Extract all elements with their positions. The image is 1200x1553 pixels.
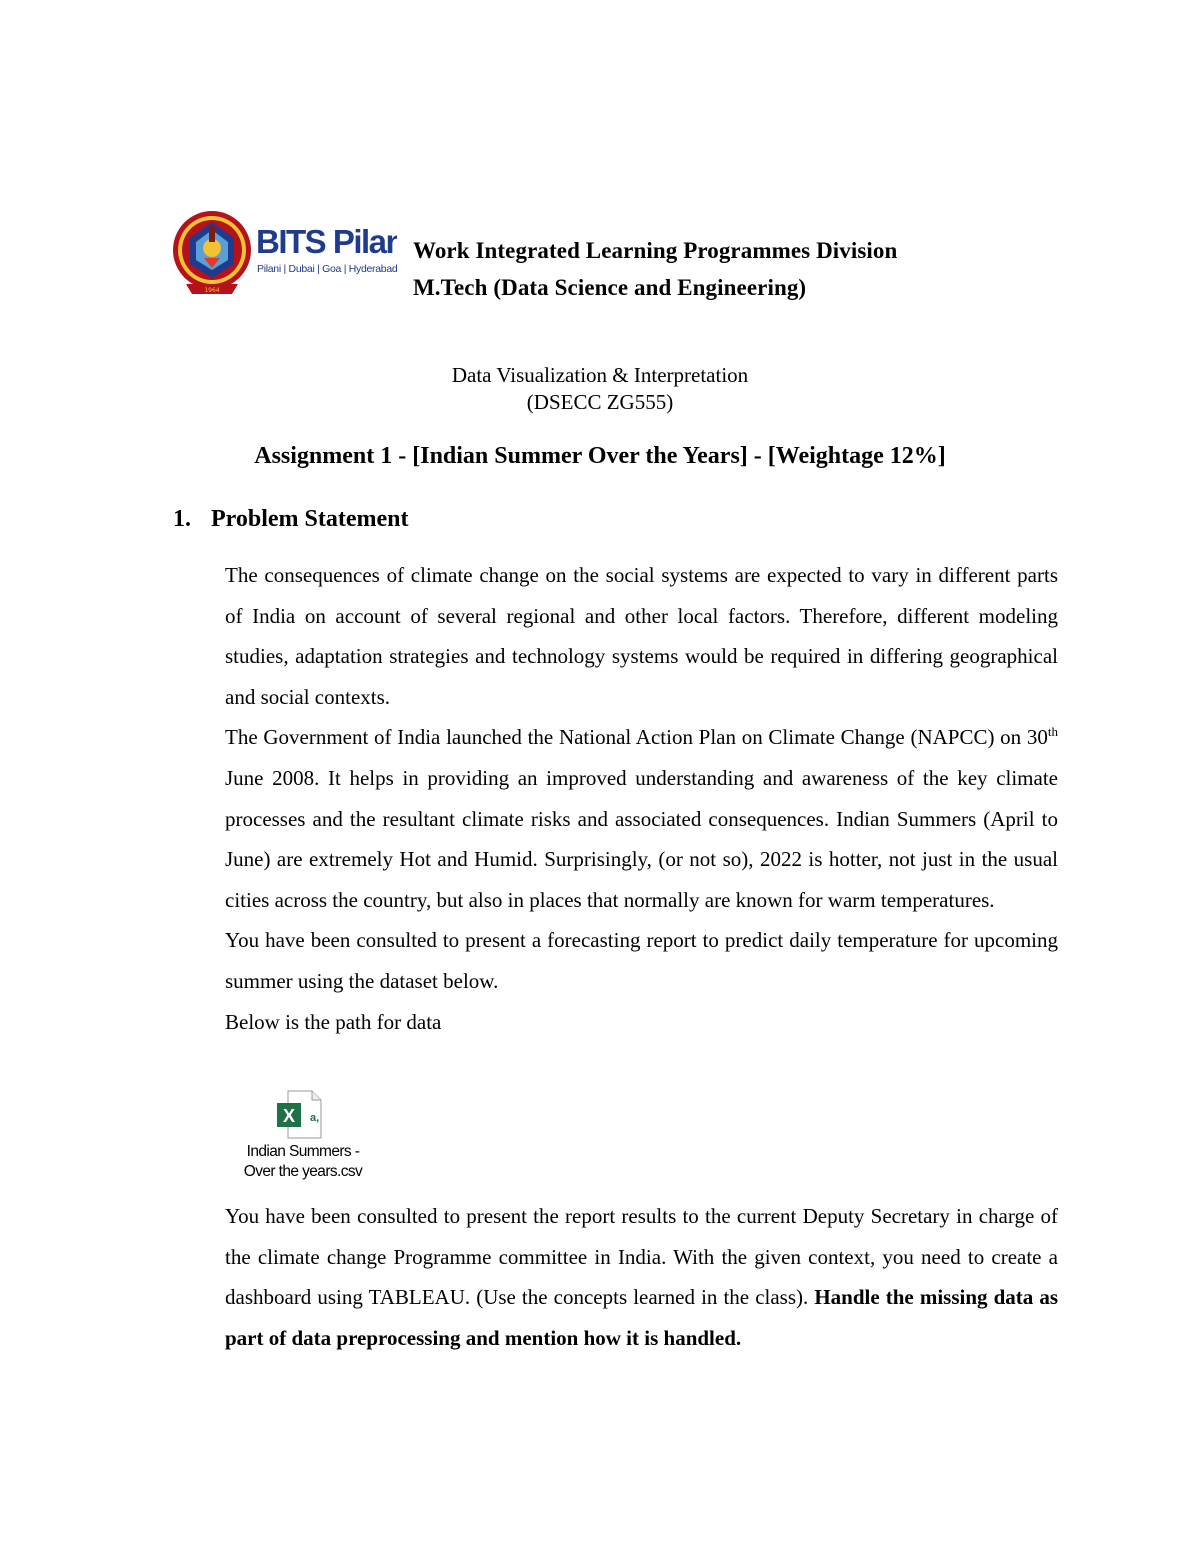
course-code: (DSECC ZG555) [526, 390, 674, 414]
dashboard-instructions [225, 1196, 1058, 1358]
assignment-title: Assignment 1 - [Indian Summer Over the Years] - [Weightage 12%] [254, 443, 946, 469]
bits-pilani-logo [172, 200, 397, 304]
svg-text:a,: a, [310, 1112, 320, 1124]
filename-line-2: Over the years.csv [243, 1163, 363, 1180]
problem-statement-body [225, 555, 1058, 1042]
attachment-filename [228, 1142, 378, 1182]
paragraph-dashboard [225, 1196, 1058, 1358]
brand-name: BITS Pilani [256, 223, 397, 260]
missing-data-instruction: Handle the missing data as part of data preprocessing and mention how it is handled. [225, 1285, 1059, 1350]
bits-pilani-seal-icon [172, 200, 397, 304]
paragraph-consulted: You have been consulted to present a forecasting report to predict daily temperature for upcoming summer using the dataset below. [225, 928, 1058, 993]
paragraph-data-path: Below is the path for data [225, 1009, 442, 1034]
napcc-text-rest: June 2008. It helps in providing an improved understanding and awareness of the key climate processes and the resultant climate risks and associated consequences. Indian Summers (April to June) are extremely Hot and Humid. Surprisingly, (or not so), 2022 is hotter, not just in the usual cities across the country, but also in places that normally are known for warm temperatures. [225, 765, 1058, 912]
paragraph-napcc [225, 717, 1058, 920]
napcc-text-start: The Government of India launched the National Action Plan on Climate Change (NAPCC) on 30 [225, 725, 1048, 750]
paragraph-intro: The consequences of climate change on the social systems are expected to vary in different parts of India on account of several regional and other local factors. Therefore, different modeling studies, adaptation strategies and technology systems would be required in differing geographical and social contexts. [225, 563, 1058, 709]
svg-text:X: X [282, 1106, 296, 1126]
dashboard-text: You have been consulted to present the report results to the current Deputy Secretary in charge of the climate change Programme committee in India. With the given context, you need to create a dashboard using TABLEAU. (Use the concepts learned in the class). [225, 1204, 1058, 1310]
section-heading [173, 506, 409, 533]
ordinal-suffix: th [1047, 724, 1058, 740]
dataset-attachment[interactable] [228, 1090, 378, 1182]
excel-csv-file-icon [274, 1090, 334, 1142]
programme-title: M.Tech (Data Science and Engineering) [413, 275, 807, 300]
course-name: Data Visualization & Interpretation [451, 363, 749, 387]
section-number: 1. [173, 506, 191, 532]
filename-line-1: Indian Summers - [246, 1143, 360, 1160]
division-title: Work Integrated Learning Programmes Division [413, 238, 898, 263]
section-title: Problem Statement [211, 506, 409, 532]
campus-list: Pilani | Dubai | Goa | Hyderabad [257, 263, 397, 275]
svg-text:1964: 1964 [204, 287, 220, 294]
